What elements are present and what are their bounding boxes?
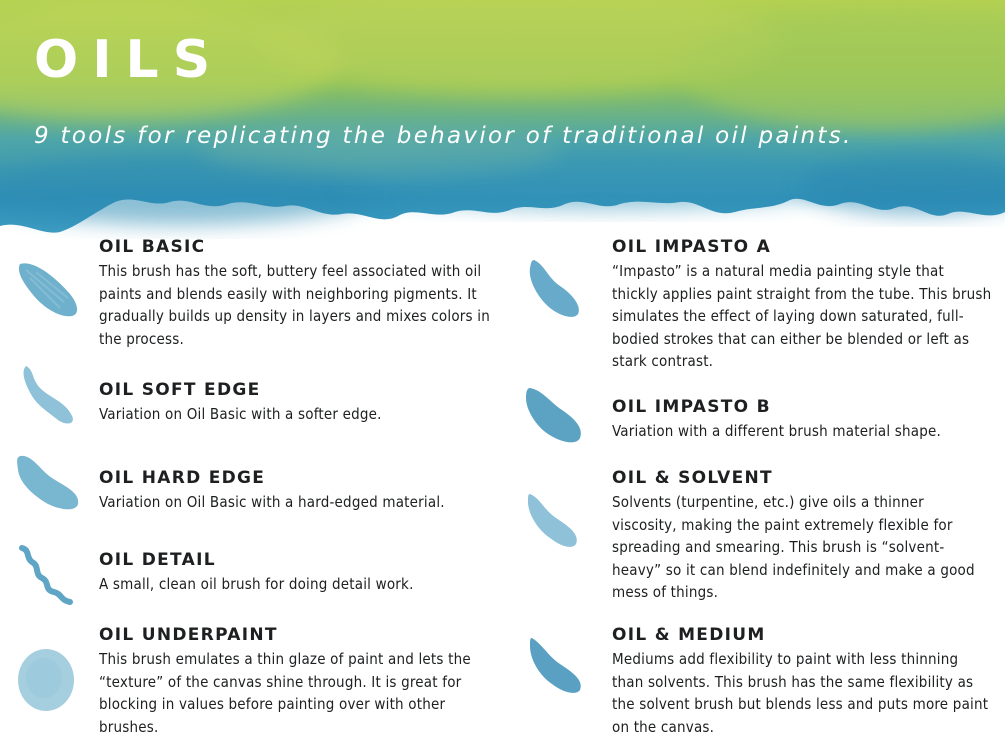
brush-description: Mediums add flexibility to paint with less thinning than solvents. This brush has the same flexibility as the solvent brush but blends less and puts more paint on the canvas. [612, 650, 989, 736]
oil-solvent-stroke-icon [522, 488, 584, 552]
brush-description: Variation on Oil Basic with a softer edge. [99, 405, 382, 423]
brush-entry-oil-detail [99, 550, 499, 596]
brush-entry-oil-basic [99, 237, 499, 350]
oil-basic-stroke-icon [14, 258, 82, 320]
brush-name: OIL UNDERPAINT [99, 625, 278, 645]
brush-name: OIL BASIC [99, 237, 206, 257]
page-subtitle: 9 tools for replicating the behavior of traditional oil paints. [34, 123, 853, 149]
oil-impasto-a-stroke-icon [524, 254, 586, 322]
brush-description: Variation with a different brush material shape. [612, 422, 942, 440]
oil-detail-stroke-icon [16, 542, 78, 608]
brush-name: OIL & SOLVENT [612, 468, 773, 488]
brush-entry-oil-impasto-b [612, 397, 992, 443]
brush-entry-oil-hard-edge [99, 468, 499, 514]
brush-description: “Impasto” is a natural media painting style that thickly applies paint straight from the tube. This brush simulates the effect of laying down saturated, full-bodied strokes that can either be blended or left as stark contrast. [612, 262, 992, 371]
oil-impasto-b-stroke-icon [522, 382, 588, 448]
brush-entry-oil-soft-edge [99, 380, 499, 426]
brush-name: OIL IMPASTO B [612, 397, 771, 417]
oil-underpaint-stroke-icon [14, 644, 80, 714]
brush-entry-oil-underpaint [99, 625, 499, 738]
brush-name: OIL SOFT EDGE [99, 380, 261, 400]
brush-name: OIL HARD EDGE [99, 468, 266, 488]
brush-name: OIL DETAIL [99, 550, 216, 570]
brush-entry-oil-medium [612, 625, 992, 738]
brush-description: Variation on Oil Basic with a hard-edged material. [99, 493, 445, 511]
brush-description: This brush emulates a thin glaze of paint and lets the “texture” of the canvas shine through. It is great for blocking in values before painting over with other brushes. [99, 650, 471, 736]
oil-hard-edge-stroke-icon [14, 450, 84, 514]
oil-soft-edge-stroke-icon [18, 362, 78, 428]
brush-name: OIL IMPASTO A [612, 237, 772, 257]
brush-description: Solvents (turpentine, etc.) give oils a thinner viscosity, making the paint extremely flexible for spreading and smearing. This brush is “solvent-heavy” so it can blend indefinitely and make a good mess of things. [612, 493, 975, 602]
oil-medium-stroke-icon [524, 632, 588, 698]
page-title: OILS [34, 30, 225, 90]
header-banner [0, 0, 1005, 240]
brush-description: This brush has the soft, buttery feel associated with oil paints and blends easily with neighboring pigments. It gradually builds up density in layers and mixes colors in the process. [99, 262, 490, 348]
brush-entry-oil-impasto-a [612, 237, 992, 373]
brush-description: A small, clean oil brush for doing detail work. [99, 575, 414, 593]
brush-entry-oil-solvent [612, 468, 992, 604]
brush-name: OIL & MEDIUM [612, 625, 766, 645]
